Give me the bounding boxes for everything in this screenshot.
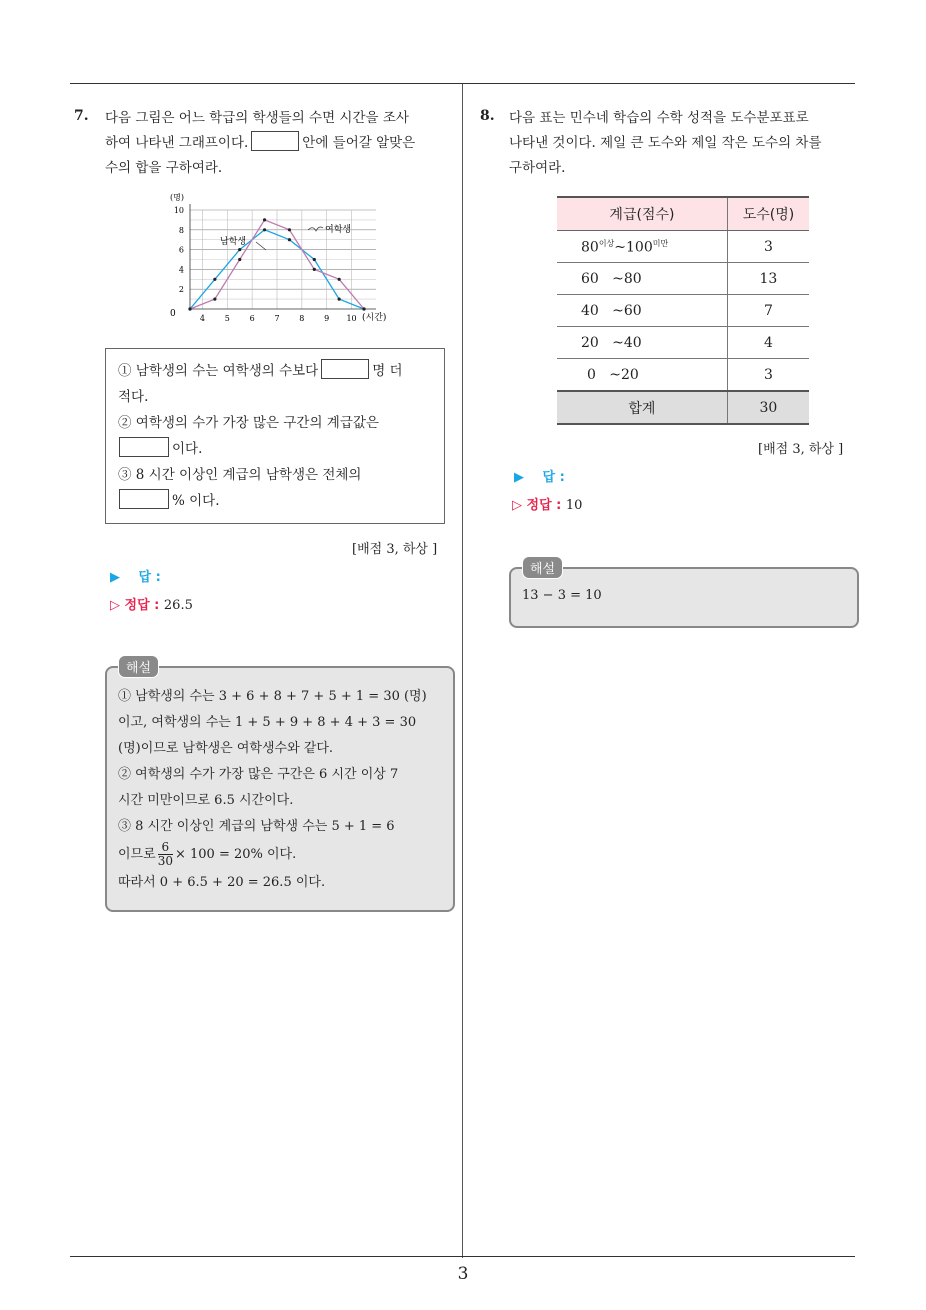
y-tick-label: 6 bbox=[178, 245, 184, 255]
table-row bbox=[557, 231, 809, 263]
class-cell: 40 ~60 bbox=[557, 295, 727, 327]
y-axis-unit: (명) bbox=[170, 193, 184, 202]
q7-line1: 다음 그림은 어느 학급의 학생들의 수면 시간을 조사 bbox=[105, 110, 409, 126]
table-total-row bbox=[557, 391, 809, 424]
outline-triangle-icon: ▷ bbox=[110, 598, 120, 613]
legend-boy-label: 남학생 bbox=[220, 237, 247, 247]
exp-line-6: ③ 8 시간 이상인 계급의 남학생 수는 5 + 1 = 6 bbox=[118, 819, 395, 834]
fraction bbox=[158, 841, 173, 868]
count-cell: 3 bbox=[727, 231, 809, 263]
header-count: 도수(명) bbox=[727, 197, 809, 231]
subitem-2-blank bbox=[119, 437, 169, 457]
exp-line-2: 이고, 여학생의 수는 1 + 5 + 9 + 8 + 4 + 3 = 30 bbox=[118, 715, 417, 730]
subitem-1-text: ① 남학생의 수는 여학생의 수보다 bbox=[118, 363, 319, 379]
series-point-0 bbox=[213, 278, 216, 281]
explanation-text: 13 − 3 = 10 bbox=[522, 588, 602, 603]
legend-girl-label: 여학생 bbox=[325, 225, 352, 235]
count-cell: 4 bbox=[727, 327, 809, 359]
exp-line-8: 따라서 0 + 6.5 + 20 = 26.5 이다. bbox=[118, 875, 326, 890]
question-8-answer bbox=[514, 466, 565, 485]
origin-label: 0 bbox=[170, 309, 176, 319]
class-cell bbox=[557, 231, 727, 263]
sleep-time-chart bbox=[168, 192, 408, 327]
subitem-3-blank bbox=[119, 489, 169, 509]
class-cell: 60 ~80 bbox=[557, 263, 727, 295]
question-8-text bbox=[509, 106, 859, 181]
subitem-2-cont bbox=[116, 437, 432, 461]
series-point-1 bbox=[288, 228, 291, 231]
class-cell: 20 ~40 bbox=[557, 327, 727, 359]
series-point-1 bbox=[213, 298, 216, 301]
series-point-1 bbox=[238, 258, 241, 261]
correct-value: 10 bbox=[565, 498, 583, 513]
class-sup-2: 미만 bbox=[652, 238, 669, 248]
subitem-3-cont bbox=[116, 489, 432, 513]
question-8-correct bbox=[512, 494, 582, 513]
question-7-answer bbox=[110, 566, 161, 585]
table-header-row bbox=[557, 197, 809, 231]
question-7-number: 7. bbox=[74, 108, 89, 124]
count-cell: 7 bbox=[727, 295, 809, 327]
subitem-1 bbox=[118, 359, 434, 383]
x-tick-label: 7 bbox=[274, 314, 280, 323]
total-label: 합계 bbox=[557, 391, 727, 424]
table-row bbox=[557, 359, 809, 392]
question-8-score: [배점 3, 하상 ] bbox=[758, 442, 844, 457]
table-row bbox=[557, 263, 809, 295]
chart-axes bbox=[174, 204, 376, 323]
subitem-1-cont: 적다. bbox=[118, 389, 149, 405]
series-point-1 bbox=[338, 278, 341, 281]
answer-label: 답 : bbox=[138, 570, 161, 585]
q8-line2: 나타낸 것이다. 제일 큰 도수와 제일 작은 도수의 차를 bbox=[509, 135, 822, 151]
subitem-2: ② 여학생의 수가 가장 많은 구간의 계급값은 bbox=[118, 415, 379, 431]
answer-label: 답 : bbox=[542, 470, 565, 485]
q7-line2 bbox=[105, 131, 455, 156]
q7-line2b: 안에 들어갈 알맞은 bbox=[302, 135, 416, 151]
outline-triangle-icon: ▷ bbox=[512, 498, 522, 513]
y-tick-label: 10 bbox=[173, 206, 184, 215]
class-to: ~100 bbox=[614, 239, 653, 256]
legend-girl-leader bbox=[308, 227, 323, 231]
question-7-subitems bbox=[105, 348, 445, 524]
subitem-2-suffix: 이다. bbox=[172, 441, 203, 457]
exp-line-7a: 이므로 bbox=[118, 847, 156, 862]
class-sup-1: 이상 bbox=[598, 238, 615, 248]
x-tick-label: 4 bbox=[199, 314, 205, 323]
question-7-score: [배점 3, 하상 ] bbox=[352, 542, 438, 557]
table-row bbox=[557, 327, 809, 359]
column-divider bbox=[462, 84, 463, 1258]
exp-line-7b: × 100 = 20% 이다. bbox=[174, 847, 297, 862]
series-point-1 bbox=[313, 268, 316, 271]
subitem-1-suffix: 명 더 bbox=[372, 363, 403, 379]
count-cell: 3 bbox=[727, 359, 809, 392]
header-class: 계급(점수) bbox=[557, 197, 727, 231]
q8-line1: 다음 표는 민수네 학습의 수학 성적을 도수분포표로 bbox=[509, 110, 809, 126]
fraction-denominator: 30 bbox=[157, 854, 173, 868]
subitem-3: ③ 8 시간 이상인 계급의 남학생은 전체의 bbox=[118, 467, 362, 483]
y-tick-label: 4 bbox=[178, 265, 184, 275]
play-triangle-icon: ▶ bbox=[514, 470, 524, 485]
class-cell: 0 ~20 bbox=[557, 359, 727, 392]
series-point-0 bbox=[263, 228, 266, 231]
page-number: 3 bbox=[457, 1264, 469, 1284]
correct-label: 정답 : bbox=[124, 598, 160, 613]
subitem-3-suffix: % 이다. bbox=[172, 493, 220, 509]
subitem-1-blank bbox=[321, 359, 369, 379]
correct-label: 정답 : bbox=[526, 498, 562, 513]
exp-line-7 bbox=[118, 840, 443, 870]
q7-line3: 수의 합을 구하여라. bbox=[105, 160, 223, 176]
question-8-number: 8. bbox=[480, 108, 495, 124]
q8-line3: 구하여라. bbox=[509, 160, 566, 176]
bottom-rule bbox=[70, 1256, 855, 1257]
series-point-0 bbox=[338, 298, 341, 301]
explanation-tag: 해설 bbox=[522, 556, 563, 579]
total-value: 30 bbox=[727, 391, 809, 424]
table-row bbox=[557, 295, 809, 327]
exp-line-4: ② 여학생의 수가 가장 많은 구간은 6 시간 이상 7 bbox=[118, 767, 399, 782]
question-7-correct bbox=[110, 594, 193, 613]
question-7-text bbox=[105, 106, 455, 181]
q7-blank-box bbox=[251, 131, 299, 151]
x-tick-label: 10 bbox=[346, 314, 357, 323]
explanation-tag: 해설 bbox=[118, 655, 159, 678]
series-point-0 bbox=[288, 238, 291, 241]
fraction-numerator: 6 bbox=[158, 841, 173, 855]
y-tick-label: 8 bbox=[178, 225, 184, 235]
series-point-1 bbox=[188, 307, 191, 310]
class-from: 80 bbox=[581, 239, 599, 256]
exp-line-5: 시간 미만이므로 6.5 시간이다. bbox=[118, 793, 294, 808]
x-tick-label: 8 bbox=[299, 314, 305, 323]
series-point-1 bbox=[362, 307, 365, 310]
x-tick-label: 5 bbox=[224, 314, 230, 323]
y-tick-label: 2 bbox=[178, 285, 184, 295]
legend-girl bbox=[308, 223, 351, 235]
x-tick-label: 6 bbox=[249, 314, 255, 323]
series-point-1 bbox=[263, 218, 266, 221]
count-cell: 13 bbox=[727, 263, 809, 295]
series-point-0 bbox=[238, 248, 241, 251]
series-point-0 bbox=[313, 258, 316, 261]
exp-line-3: (명)이므로 남학생은 여학생수와 같다. bbox=[118, 741, 334, 756]
q7-line2a: 하여 나타낸 그래프이다. bbox=[105, 135, 249, 151]
exp-line-1: ① 남학생의 수는 3 + 6 + 8 + 7 + 5 + 1 = 30 (명) bbox=[118, 689, 427, 704]
x-tick-label: 9 bbox=[324, 314, 330, 323]
legend-boy-leader bbox=[256, 242, 266, 250]
correct-value: 26.5 bbox=[163, 598, 193, 613]
frequency-table bbox=[557, 196, 809, 425]
play-triangle-icon: ▶ bbox=[110, 570, 120, 585]
explanation-text bbox=[118, 684, 443, 896]
x-axis-unit: (시간) bbox=[362, 313, 387, 323]
